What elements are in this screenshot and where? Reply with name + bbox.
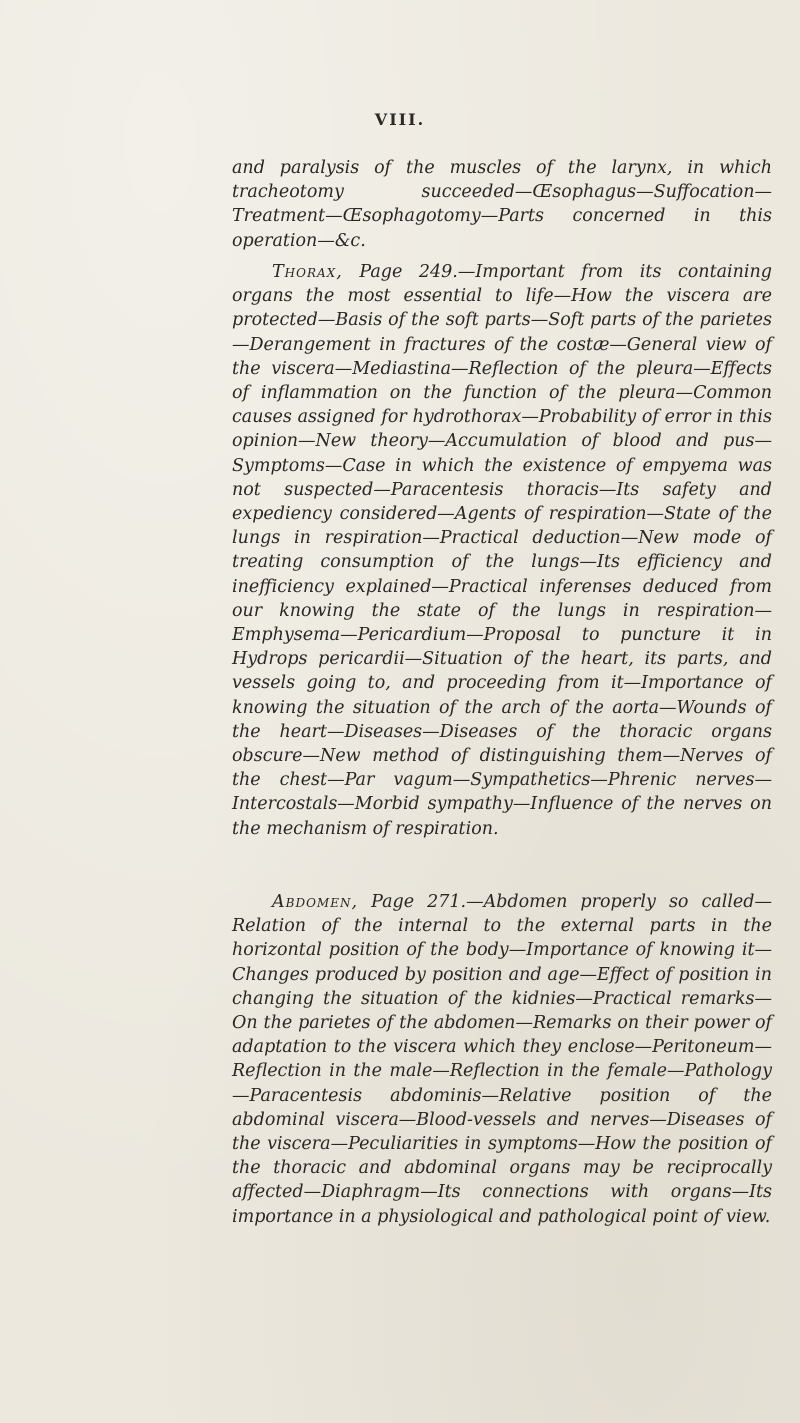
page-numeral: VIII. <box>374 110 426 129</box>
thorax-heading: Thorax, <box>272 262 343 282</box>
continuation-text: and paralysis of the muscles of the larynx, in which tracheotomy succeeded—Œsophagus—Suffocation—Treatment—Œsophagotomy—Parts concerned in this operation—&c. <box>232 158 772 251</box>
abdomen-body: —Abdomen properly so called—Relation of the internal to the external parts in the horizontal position of the body—Importance of knowing it—Changes produced by position and age—Effect of position in changing the situation of the kidnies—Practical remarks—On the parietes of the abdomen—Remarks on their power of adaptation to the viscera which they enclose—Peritoneum—Reflection in the male—Reflection in the female—Pathology—Paracentesis abdominis—Relative position of the abdominal viscera—Blood-vessels and nerves—Diseases of the viscera—Peculiarities in symptoms—How the position of the thoracic and abdominal organs may be reciprocally affected—Diaphragm—Its connections with organs—Its importance in a physiological and pathological point of view. <box>232 892 772 1227</box>
thorax-page-ref: Page 249. <box>359 262 458 282</box>
abdomen-paragraph <box>232 890 772 1229</box>
continuation-paragraph <box>232 156 772 253</box>
abdomen-page-ref: Page 271. <box>371 892 467 912</box>
thorax-body: —Important from its containing organs the most essential to life—How the viscera are protected—Basis of the soft parts—Soft parts of the parietes—Derangement in fractures of the costæ—General view of the viscera—Mediastina—Reflection of the pleura—Effects of inflammation on the function of the pleura—Common causes assigned for hydrothorax—Probability of error in this opinion—New theory—Accumulation of blood and pus—Symptoms—Case in which the existence of empyema was not suspected—Paracentesis thoracis—Its safety and expediency considered—Agents of respiration—State of the lungs in respiration—Practical deduction—New mode of treating consumption of the lungs—Its efficiency and inefficiency explained—Practical inferenses deduced from our knowing the state of the lungs in respiration—Emphysema—Pericardium—Proposal to puncture it in Hydrops pericardii—Situation of the heart, its parts, and vessels going to, and proceeding from it—Importance of knowing the situation of the arch of the aorta—Wounds of the heart—Diseases—Diseases of the thoracic organs obscure—New method of distinguishing them—Nerves of the chest—Par vagum—Sympathetics—Phrenic nerves—Intercostals—Morbid sympathy—Influence of the nerves on the mechanism of respiration. <box>232 262 772 839</box>
thorax-paragraph <box>232 260 772 841</box>
abdomen-heading: Abdomen, <box>272 892 359 912</box>
